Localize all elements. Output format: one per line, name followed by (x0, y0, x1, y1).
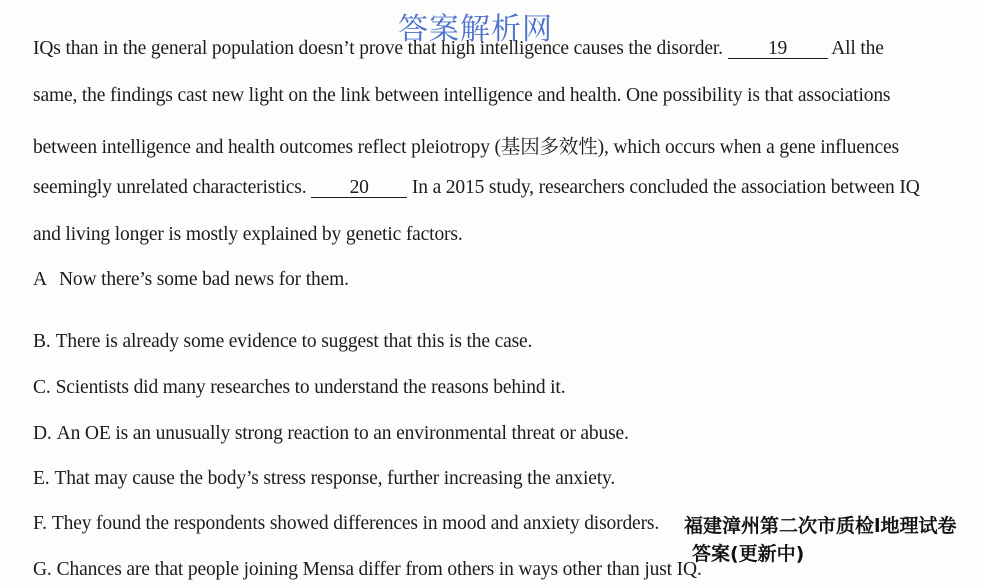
overlay-caption-line-1: 福建漳州第二次市质检l地理试卷 (684, 515, 957, 537)
answer-blank-20: 20 (311, 179, 407, 198)
option-a-text: Now there’s some bad news for them. (58, 269, 349, 290)
option-b (33, 331, 532, 353)
overlay-caption-line-2: 答案(更新中) (692, 543, 805, 565)
watermark-text: 答案解析网 (398, 12, 553, 47)
passage-line-4-tail: In a 2015 study, researchers concluded the association between IQ (411, 177, 920, 198)
passage-line-2: same, the findings cast new light on the link between intelligence and health. One possibility is that associations (33, 85, 891, 106)
option-g (33, 559, 702, 581)
answer-blank-19: 19 (728, 40, 828, 59)
option-d (33, 423, 629, 445)
option-g-label: G. (33, 559, 52, 580)
passage-line-5: and living longer is mostly explained by genetic factors. (33, 224, 463, 245)
passage-line-1-tail: All the (831, 38, 884, 59)
option-e-text: That may cause the body’s stress response, further increasing the anxiety. (54, 468, 616, 489)
option-d-text: An OE is an unusually strong reaction to an environmental threat or abuse. (56, 423, 629, 444)
option-d-label: D. (33, 423, 52, 444)
option-e (33, 468, 615, 490)
overlay-caption (684, 512, 984, 568)
option-f-label: F. (33, 513, 47, 534)
passage-line-4-text: seemingly unrelated characteristics. (33, 177, 307, 198)
option-b-label: B. (33, 331, 51, 352)
option-g-text: Chances are that people joining Mensa differ from others in ways other than just IQ. (56, 559, 702, 580)
option-c (33, 377, 565, 399)
option-c-label: C. (33, 377, 51, 398)
option-a-label: A (33, 269, 47, 290)
option-c-text: Scientists did many researches to understand the reasons behind it. (55, 377, 566, 398)
option-a (33, 269, 349, 291)
option-f (33, 513, 659, 535)
option-e-label: E. (33, 468, 50, 489)
passage-line-3: between intelligence and health outcomes reflect pleiotropy (基因多效性), which occurs when a gene influences (33, 137, 899, 158)
passage-line-4 (33, 177, 920, 199)
passage-line-1-text: IQs than in the general population doesn’t prove that high intelligence causes the disorder. (33, 38, 723, 59)
option-f-text: They found the respondents showed differences in mood and anxiety disorders. (51, 513, 660, 534)
option-b-text: There is already some evidence to suggest that this is the case. (55, 331, 533, 352)
